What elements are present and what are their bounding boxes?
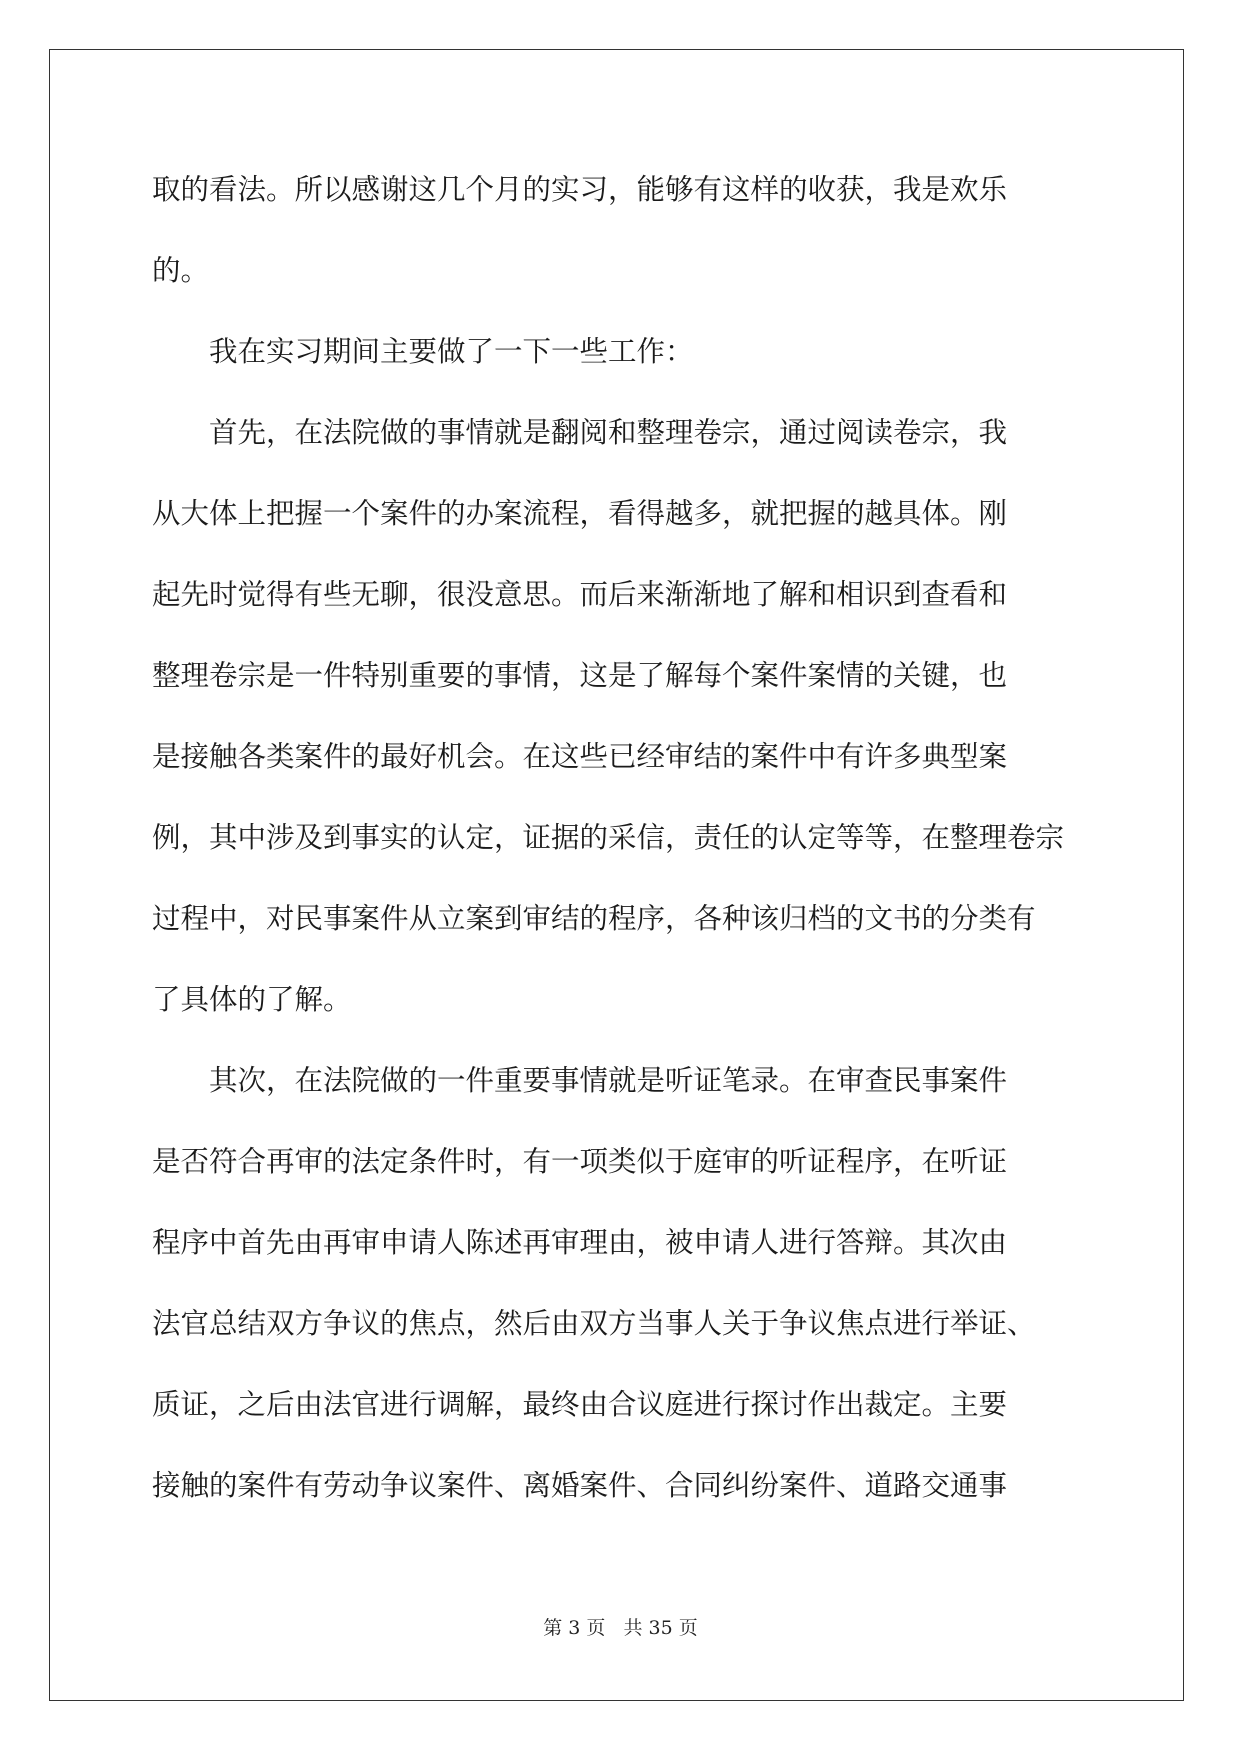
- text-line: 接触的案件有劳动争议案件、离婚案件、合同纠纷案件、道路交通事: [152, 1469, 1008, 1502]
- page-border: [49, 49, 1184, 1701]
- page-number: 第 3 页: [543, 1617, 606, 1639]
- text-line: 从大体上把握一个案件的办案流程，看得越多，就把握的越具体。刚: [152, 497, 1008, 530]
- page-footer: [0, 1616, 1241, 1640]
- text-line: 我在实习期间主要做了一下一些工作：: [152, 335, 694, 368]
- text-line: 法官总结双方争议的焦点，然后由双方当事人关于争议焦点进行举证、: [152, 1307, 1036, 1340]
- text-line: 质证，之后由法官进行调解，最终由合议庭进行探讨作出裁定。主要: [152, 1388, 1008, 1421]
- text-line: 过程中，对民事案件从立案到审结的程序，各种该归档的文书的分类有: [152, 902, 1036, 935]
- text-line: 了具体的了解。: [152, 983, 352, 1016]
- text-line: 是否符合再审的法定条件时，有一项类似于庭审的听证程序，在听证: [152, 1145, 1008, 1178]
- text-line: 起先时觉得有些无聊，很没意思。而后来渐渐地了解和相识到查看和: [152, 578, 1008, 611]
- text-line: 取的看法。所以感谢这几个月的实习，能够有这样的收获，我是欢乐: [152, 173, 1008, 206]
- text-line: 例，其中涉及到事实的认定，证据的采信，责任的认定等等，在整理卷宗: [152, 821, 1065, 854]
- text-line: 其次，在法院做的一件重要事情就是听证笔录。在审查民事案件: [152, 1064, 1008, 1097]
- text-line: 是接触各类案件的最好机会。在这些已经审结的案件中有许多典型案: [152, 740, 1008, 773]
- page-total: 共 35 页: [623, 1617, 698, 1639]
- text-line: 程序中首先由再审申请人陈述再审理由，被申请人进行答辩。其次由: [152, 1226, 1008, 1259]
- text-line: 的。: [152, 254, 210, 287]
- text-line: 整理卷宗是一件特别重要的事情，这是了解每个案件案情的关键，也: [152, 659, 1008, 692]
- text-line: 首先，在法院做的事情就是翻阅和整理卷宗，通过阅读卷宗，我: [152, 416, 1008, 449]
